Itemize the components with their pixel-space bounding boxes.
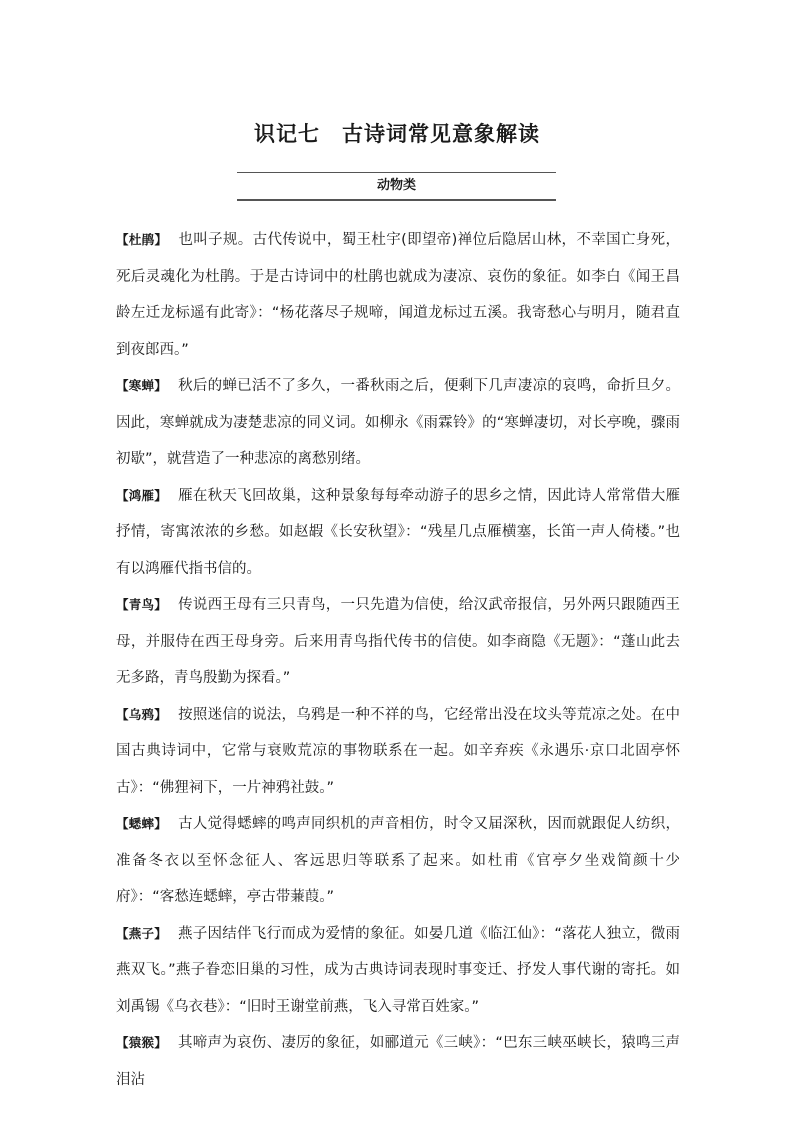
section-top-rule <box>237 172 556 173</box>
entry-term: 【青鸟】 <box>116 597 168 612</box>
entry-text: 传说西王母有三只青鸟，一只先遣为信使，给汉武帝报信，另外两只跟随西王母，并服侍在西王母身旁。后来用青鸟指代传书的信使。如李商隐《无题》：“蓬山此去无多路，青鸟殷勤为探看。” <box>116 597 680 686</box>
entry-text: 古人觉得蟋蟀的鸣声同织机的声音相仿，时令又届深秋，因而就跟促人纺织，准备冬衣以至怀念征人、客远思归等联系了起来。如杜甫《官亭夕坐戏简颜十少府》：“客愁连蟋蟀，亭古带蒹葭。” <box>116 816 680 905</box>
entry-yanzi <box>116 916 680 1026</box>
entry-term: 【燕子】 <box>116 925 168 941</box>
entry-term: 【蟋蟀】 <box>116 816 168 831</box>
entry-term: 【乌鸦】 <box>116 706 168 722</box>
section-label: 动物类 <box>376 178 416 193</box>
section-header <box>237 172 556 200</box>
entry-text: 燕子因结伴飞行而成为爱情的象征。如晏几道《临江仙》：“落花人独立，微雨燕双飞。”燕子眷恋旧巢的习性，成为古典诗词表现时事变迁、抒发人事代谢的寄托。如刘禹锡《乌衣巷》：“旧时王谢堂前燕，飞入寻常百姓家。” <box>116 925 680 1015</box>
entry-qingniao <box>116 587 680 697</box>
entry-text: 雁在秋天飞回故巢，这种景象每每牵动游子的思乡之情，因此诗人常常借大雁抒情，寄寓浓浓的乡愁。如赵嘏《长安秋望》：“残星几点雁横塞，长笛一声人倚楼。”也有以鸿雁代指书信的。 <box>116 487 680 577</box>
page-title: 识记七 古诗词常见意象解读 <box>254 122 540 146</box>
entry-yuanhou <box>116 1025 680 1098</box>
entry-term: 【鸿雁】 <box>116 487 168 503</box>
entry-hongyan <box>116 478 680 588</box>
section-bottom-rule <box>237 199 556 201</box>
entry-term: 【寒蝉】 <box>116 378 168 393</box>
entry-text: 其啼声为哀伤、凄厉的象征，如郦道元《三峡》：“巴东三峡巫峡长，猿鸣三声泪沾 <box>116 1035 680 1088</box>
entry-dujuan <box>116 222 680 368</box>
entry-hanchan <box>116 368 680 478</box>
entry-text: 也叫子规。古代传说中，蜀王杜宇(即望帝)禅位后隐居山林，不幸国亡身死，死后灵魂化为杜鹃。于是古诗词中的杜鹃也就成为凄凉、哀伤的象征。如李白《闻王昌龄左迁龙标遥有此寄》：“杨花落尽子规啼，闻道龙标过五溪。我寄愁心与明月，随君直到夜郎西。” <box>116 232 680 358</box>
entry-text: 秋后的蝉已活不了多久，一番秋雨之后，便剩下几声凄凉的哀鸣，命折旦夕。因此，寒蝉就成为凄楚悲凉的同义词。如柳永《雨霖铃》的“寒蝉凄切，对长亭晚，骤雨初歇”，就营造了一种悲凉的离愁别绪。 <box>116 378 680 467</box>
entry-term: 【猿猴】 <box>116 1035 168 1050</box>
entry-xishuai <box>116 806 680 916</box>
entry-wuya <box>116 697 680 807</box>
entry-list <box>116 222 680 1098</box>
entry-term: 【杜鹃】 <box>116 232 168 247</box>
entry-text: 按照迷信的说法，乌鸦是一种不祥的鸟，它经常出没在坟头等荒凉之处。在中国古典诗词中，它常与衰败荒凉的事物联系在一起。如辛弃疾《永遇乐·京口北固亭怀古》：“佛狸祠下，一片神鸦社鼓。” <box>116 706 680 796</box>
